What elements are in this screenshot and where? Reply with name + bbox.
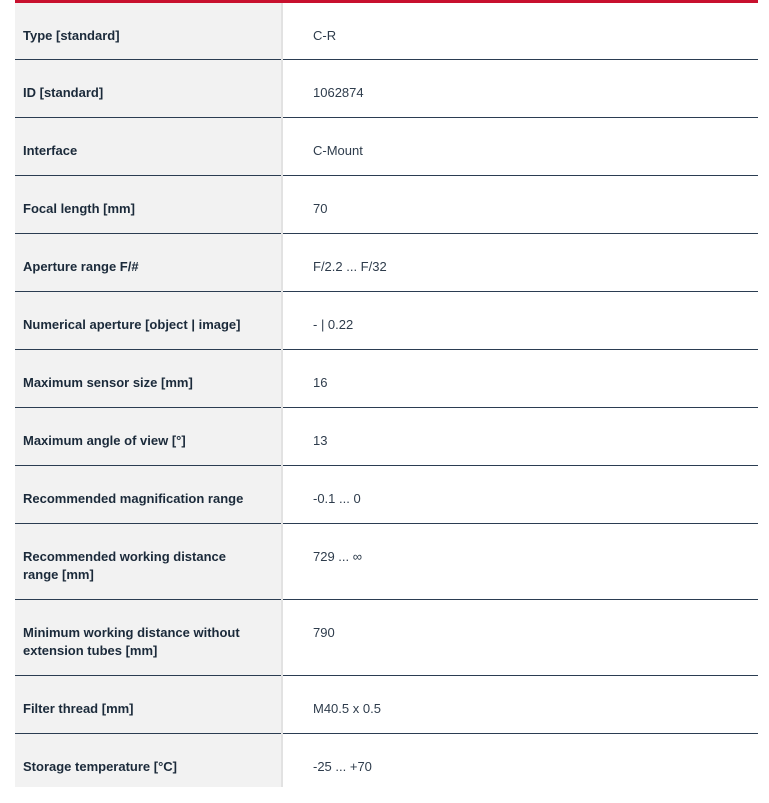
spec-label: Maximum angle of view [°] [15, 408, 282, 466]
table-row [15, 2, 758, 60]
table-row [15, 234, 758, 292]
spec-label: Recommended working distance range [mm] [15, 524, 282, 600]
table-row [15, 524, 758, 600]
spec-label: Recommended magnification range [15, 466, 282, 524]
spec-label: Type [standard] [15, 2, 282, 60]
spec-label: Focal length [mm] [15, 176, 282, 234]
spec-table [15, 0, 758, 787]
table-row [15, 350, 758, 408]
table-row [15, 60, 758, 118]
spec-value: 790 [282, 600, 758, 676]
table-row [15, 176, 758, 234]
spec-value: -0.1 ... 0 [282, 466, 758, 524]
spec-value: F/2.2 ... F/32 [282, 234, 758, 292]
spec-label: Storage temperature [°C] [15, 734, 282, 787]
spec-label: Minimum working distance without extension tubes [mm] [15, 600, 282, 676]
spec-value: -25 ... +70 [313, 759, 372, 774]
spec-value: 1062874 [282, 60, 758, 118]
table-row [15, 734, 758, 787]
spec-value: 13 [282, 408, 758, 466]
spec-value: 70 [282, 176, 758, 234]
table-row [15, 676, 758, 734]
spec-label: Filter thread [mm] [15, 676, 282, 734]
table-row [15, 292, 758, 350]
spec-value: C-Mount [282, 118, 758, 176]
spec-value: 16 [282, 350, 758, 408]
spec-label: Interface [15, 118, 282, 176]
table-row [15, 600, 758, 676]
spec-label: Maximum sensor size [mm] [15, 350, 282, 408]
table-row [15, 408, 758, 466]
spec-value: M40.5 x 0.5 [282, 676, 758, 734]
spec-label: ID [standard] [15, 60, 282, 118]
spec-label: Aperture range F/# [15, 234, 282, 292]
table-row [15, 118, 758, 176]
spec-label: Numerical aperture [object | image] [15, 292, 282, 350]
spec-value: 729 ... ∞ [282, 524, 758, 600]
spec-value: C-R [282, 2, 758, 60]
table-row [15, 466, 758, 524]
spec-value: - | 0.22 [282, 292, 758, 350]
